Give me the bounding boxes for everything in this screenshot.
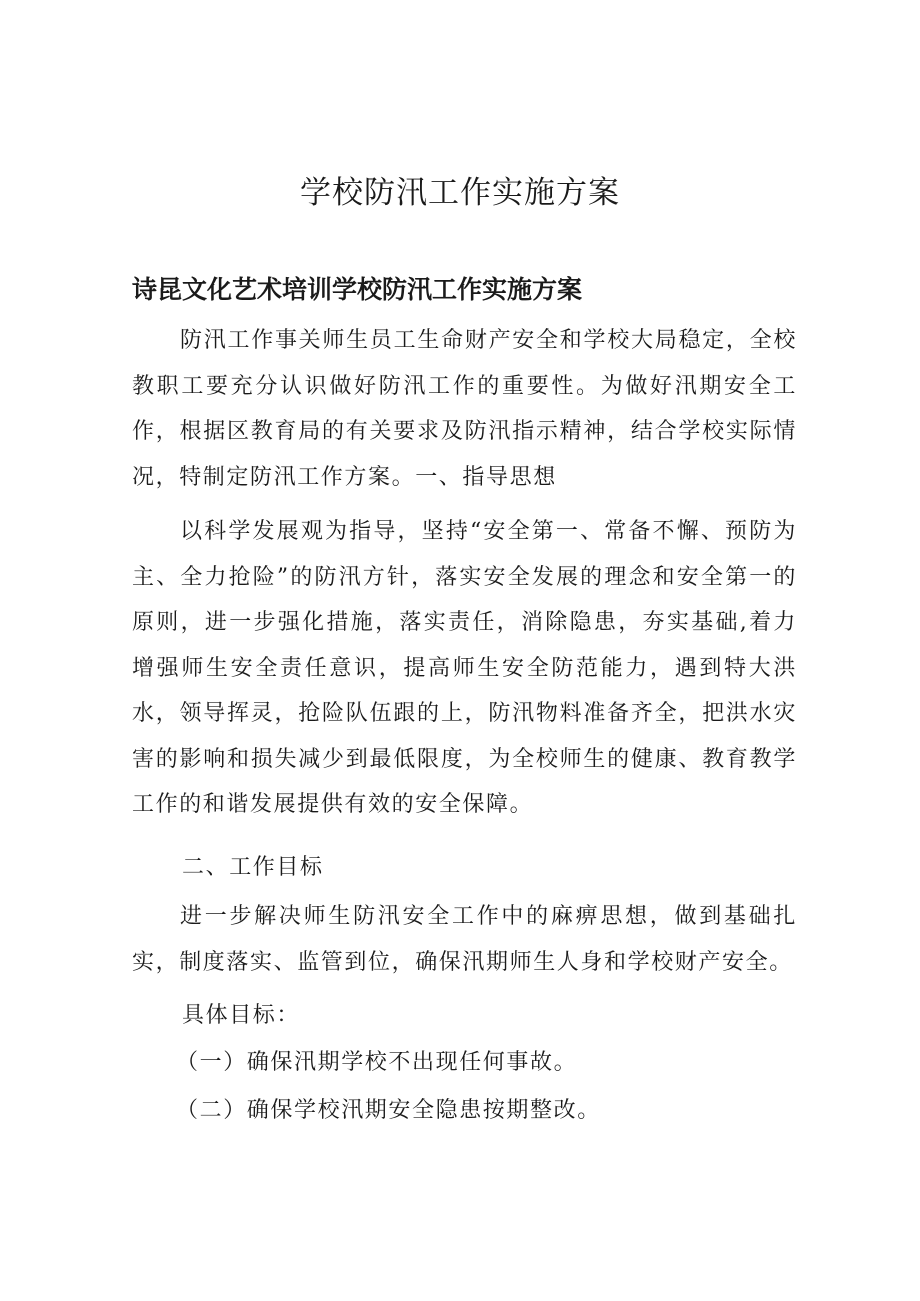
specific-goals-label: 具体目标： [182,1003,301,1028]
paragraph-guiding-ideology: 以科学发展观为指导，坚持“安全第一、常备不懈、预防为主、全力抢险”的防汛方针，落实安全发展的理念和安全第一的原则，进一步强化措施，落实责任，消除隐患，夯实基础,着力增强师生安全责任意识，提高师生安全防范能力，遇到特大洪水，领导挥灵，抢险队伍跟的上，防汛物料准备齐全，把洪水灾害的影响和损失减少到最低限度，为全校师生的健康、教育教学工作的和谐发展提供有效的安全保障。 [132,519,797,817]
paragraph-introduction: 防汛工作事关师生员工生命财产安全和学校大局稳定，全校教职工要充分认识做好防汛工作的重要性。为做好汛期安全工作，根据区教育局的有关要求及防汛指示精神，结合学校实际情况，特制定防汛工作方案。一、指导思想 [132,328,797,490]
list-item-goal-1: （一）确保汛期学校不出现任何事故。 [176,1050,578,1075]
section-heading-work-goals: 二、工作目标 [182,855,324,880]
document-subtitle: 诗昆文化艺术培训学校防汛工作实施方案 [132,275,583,304]
document-title: 学校防汛工作实施方案 [300,175,620,211]
list-item-goal-2: （二）确保学校汛期安全隐患按期整改。 [176,1098,601,1123]
paragraph-work-goals: 进一步解决师生防汛安全工作中的麻痹思想，做到基础扎实，制度落实、监管到位，确保汛期师生人身和学校财产安全。 [132,904,797,975]
